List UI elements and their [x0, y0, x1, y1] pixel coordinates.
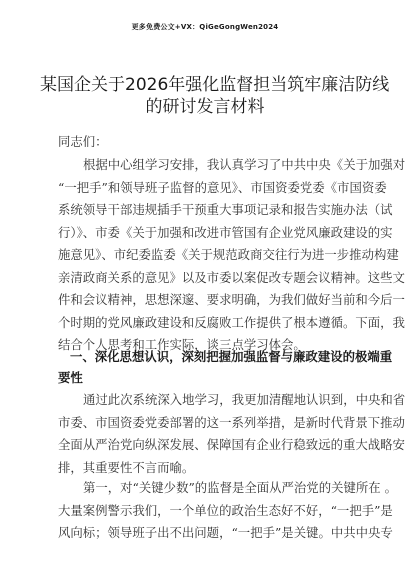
paragraph-point-1	[58, 477, 397, 545]
paragraph-line: 行）》、市委《关于加强和改进市管国有企业党风廉政建设的实	[58, 224, 393, 240]
paragraph-line: 根据中心组学习安排，我认真学习了中共中央《关于加强对	[83, 157, 406, 172]
header-note: 更多免费公文+VX：QiGeGongWen2024	[131, 23, 279, 31]
heading-line: 一、深化思想认识，深刻把握加强监督与廉政建设的极端重	[70, 349, 393, 364]
paragraph-line: 通过此次系统深入地学习，我更加清醒地认识到，中央和省	[83, 392, 406, 407]
paragraph-line: 亲清政商关系的意见》以及市委以案促改专题会议精神。这些文	[58, 269, 405, 285]
paragraph-line: “一把手”和领导班子监督的意见》、市国资委党委《市国资委	[58, 179, 387, 195]
section-heading-1	[58, 346, 393, 388]
paragraph-line: 个时期的党风廉政建设和反腐败工作提供了根本遵循。下面，我	[58, 314, 405, 330]
paragraph-line: 大量案例警示我们，一个单位的政治生态好不好，“一把手”是	[58, 502, 393, 518]
paragraph-line: 件和会议精神，思想深邃、要求明确，为我们做好当前和今后一	[58, 292, 405, 307]
paragraph-line: 第一，对“关键少数”的监督是全面从严治党的关键所在 。	[83, 480, 397, 495]
title-line-2: 的研讨发言材料	[145, 97, 265, 117]
salutation: 同志们：	[58, 134, 108, 149]
paragraph-section-1	[58, 389, 406, 479]
heading-line: 要性	[58, 370, 83, 385]
paragraph-line: 施意见》、市纪委监委《关于规范政商交往行为进一步推动构建	[58, 247, 399, 262]
paragraph-line: 风向标；领导班子出不出问题，“一把手”是关键。中共中央专	[58, 525, 393, 540]
paragraph-line: 全面从严治党向纵深发展、保障国有企业行稳致远的重大战略安	[58, 437, 405, 452]
title-line-1: 某国企关于2026年强化监督担当筑牢廉洁防线	[40, 75, 390, 95]
document-title	[40, 74, 390, 118]
paragraph-line: 市委、市国资委党委部署的这一系列举措，是新时代背景下推动	[58, 414, 405, 430]
paragraph-line: 结合个人思考和工作实际，谈三点学习体会。	[58, 337, 306, 352]
paragraph-line: 系统领导干部违规插手干预重大事项记录和报告实施办法（试	[58, 202, 393, 217]
paragraph-line: 排，其重要性不言而喻。	[58, 459, 195, 475]
